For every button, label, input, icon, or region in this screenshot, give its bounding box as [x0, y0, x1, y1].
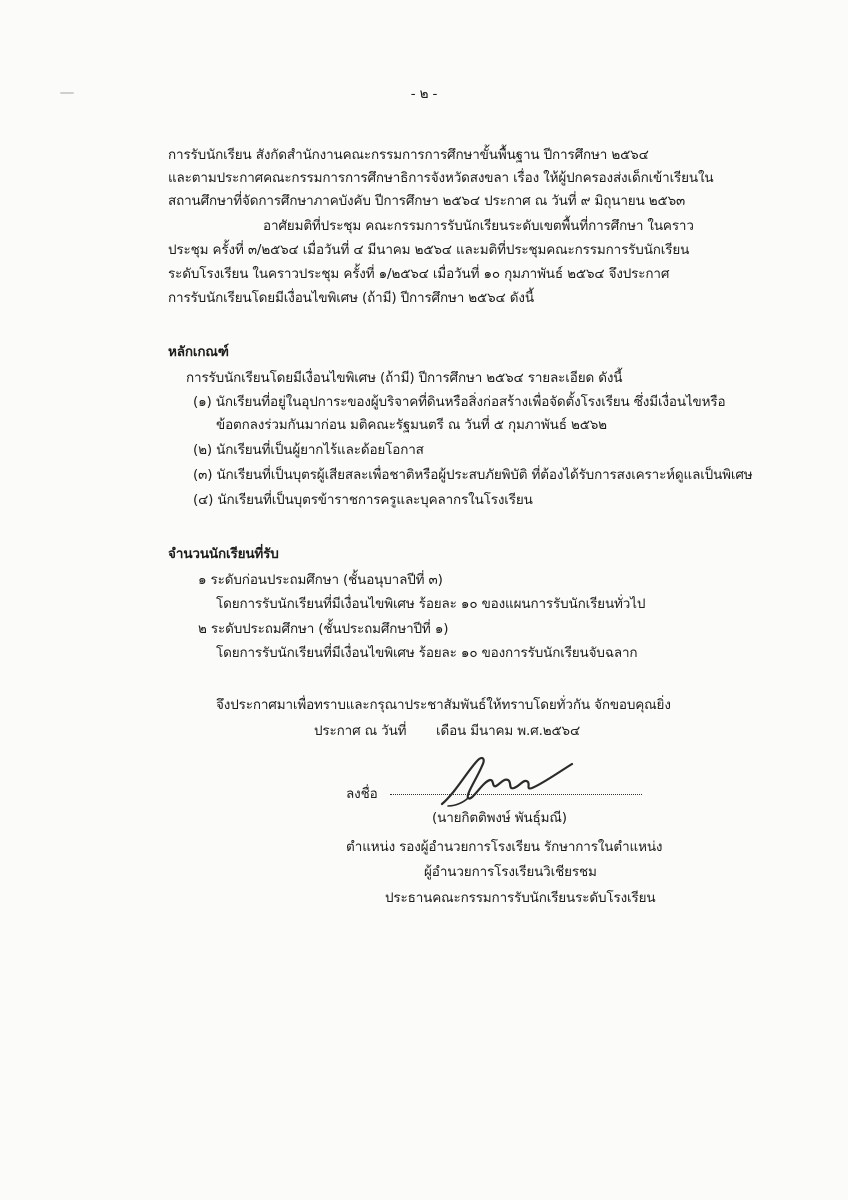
intro-line: สถานศึกษาที่จัดการศึกษาภาคบังคับ ปีการศึกษา ๒๕๖๔ ประกาศ ณ วันที่ ๙ มิถุนายน ๒๕๖๓ [168, 193, 686, 209]
intro-line: อาศัยมติที่ประชุม คณะกรรมการรับนักเรียนระดับเขตพื้นที่การศึกษา ในคราว [263, 218, 694, 234]
handwritten-signature [438, 752, 578, 812]
signer-name: (นายกิตติพงษ์ พันธุ์มณี) [432, 810, 567, 826]
intro-line: การรับนักเรียนโดยมีเงื่อนไขพิเศษ (ถ้ามี) ปีการศึกษา ๒๕๖๔ ดังนี้ [168, 290, 534, 306]
criteria-intro: การรับนักเรียนโดยมีเงื่อนไขพิเศษ (ถ้ามี) ปีการศึกษา ๒๕๖๔ รายละเอียด ดังนี้ [186, 370, 623, 386]
criteria-heading: หลักเกณฑ์ [168, 344, 229, 360]
signer-title-line: ผู้อำนวยการโรงเรียนวิเชียรชม [424, 864, 597, 880]
intro-line: ประชุม ครั้งที่ ๓/๒๕๖๔ เมื่อวันที่ ๔ มีนาคม ๒๕๖๔ และมติที่ประชุมคณะกรรมการรับนักเรียน [168, 242, 690, 258]
quota-level: ๒ ระดับประถมศึกษา (ชั้นประถมศึกษาปีที่ ๑) [198, 621, 449, 637]
signer-title-line: ตำแหน่ง รองผู้อำนวยการโรงเรียน รักษาการในตำแหน่ง [346, 839, 663, 855]
criteria-item: (๓) นักเรียนที่เป็นบุตรผู้เสียสละเพื่อชาติหรือผู้ประสบภัยพิบัติ ที่ต้องได้รับการสงเคราะห์ดูแลเป็นพิเศษ [193, 467, 753, 483]
signature-label: ลงชื่อ [346, 786, 378, 802]
signer-title-line: ประธานคณะกรรมการรับนักเรียนระดับโรงเรียน [385, 890, 656, 906]
criteria-item: (๔) นักเรียนที่เป็นบุตรข้าราชการครูและบุคลากรในโรงเรียน [193, 492, 533, 508]
criteria-item: (๒) นักเรียนที่เป็นผู้ยากไร้และด้อยโอกาส [193, 442, 424, 458]
criteria-item: (๑) นักเรียนที่อยู่ในอุปการะของผู้บริจาคที่ดินหรือสิ่งก่อสร้างเพื่อจัดตั้งโรงเรียน ซึ่งมีเงื่อนไขหรือ [193, 394, 726, 410]
closing-statement: จึงประกาศมาเพื่อทราบและกรุณาประชาสัมพันธ์ให้ทราบโดยทั่วกัน จักขอบคุณยิ่ง [216, 697, 671, 713]
quota-detail: โดยการรับนักเรียนที่มีเงื่อนไขพิเศษ ร้อยละ ๑๐ ของแผนการรับนักเรียนทั่วไป [216, 596, 646, 612]
intro-line: ระดับโรงเรียน ในคราวประชุม ครั้งที่ ๑/๒๕๖๔ เมื่อวันที่ ๑๐ กุมภาพันธ์ ๒๕๖๔ จึงประกาศ [168, 266, 670, 282]
announced-prefix: ประกาศ ณ วันที่ [314, 723, 407, 739]
quota-level: ๑ ระดับก่อนประถมศึกษา (ชั้นอนุบาลปีที่ ๓) [198, 572, 443, 588]
intro-line: การรับนักเรียน สังกัดสำนักงานคณะกรรมการการศึกษาขั้นพื้นฐาน ปีการศึกษา ๒๕๖๔ [168, 147, 649, 163]
criteria-item-continuation: ข้อตกลงร่วมกันมาก่อน มติคณะรัฐมนตรี ณ วันที่ ๕ กุมภาพันธ์ ๒๕๖๒ [216, 417, 607, 433]
quota-heading: จำนวนนักเรียนที่รับ [168, 546, 279, 562]
intro-line: และตามประกาศคณะกรรมการการศึกษาธิการจังหวัดสงขลา เรื่อง ให้ผู้ปกครองส่งเด็กเข้าเรียนใน [168, 170, 714, 186]
quota-detail: โดยการรับนักเรียนที่มีเงื่อนไขพิเศษ ร้อยละ ๑๐ ของการรับนักเรียนจับฉลาก [216, 645, 638, 661]
page-number: - ๒ - [410, 86, 438, 102]
announced-date: เดือน มีนาคม พ.ศ.๒๕๖๔ [436, 723, 581, 739]
